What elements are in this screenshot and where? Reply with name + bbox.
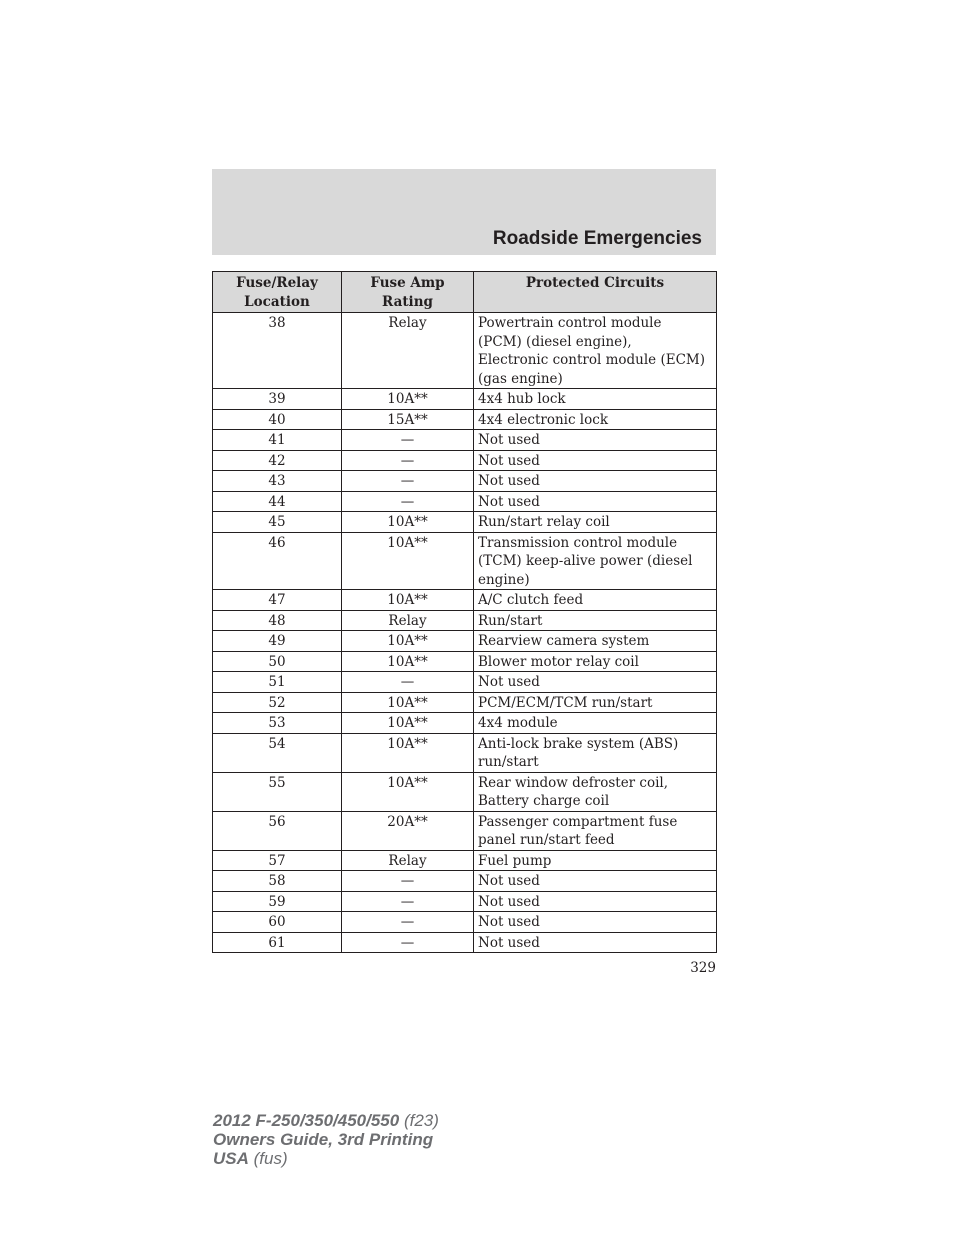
cell-circuit [474, 912, 717, 933]
cell-rating: 20A** [342, 811, 474, 850]
column-header-line: Location [244, 293, 310, 310]
cell-rating: 10A** [342, 651, 474, 672]
cell-rating: — [342, 912, 474, 933]
table-row [213, 512, 717, 533]
table-row [213, 672, 717, 693]
circuit-line: Run/start relay coil [478, 514, 610, 530]
circuit-line: Not used [478, 873, 540, 889]
cell-location: 46 [213, 532, 342, 590]
cell-location: 59 [213, 891, 342, 912]
cell-rating: — [342, 430, 474, 451]
circuit-line: run/start [478, 754, 539, 770]
cell-circuit [474, 871, 717, 892]
circuit-line: Blower motor relay coil [478, 653, 639, 670]
section-title: Roadside Emergencies [492, 228, 702, 249]
column-header-line: Fuse Amp [370, 275, 445, 291]
footer-edition: Owners Guide, 3rd Printing [213, 1130, 434, 1149]
cell-circuit [474, 491, 717, 512]
cell-circuit [474, 389, 717, 410]
circuit-line: PCM/ECM/TCM run/start [478, 694, 653, 711]
column-header-line: Rating [382, 293, 433, 310]
section-header-band [212, 169, 716, 255]
cell-circuit [474, 471, 717, 492]
circuit-line: Not used [478, 914, 540, 930]
cell-location: 42 [213, 450, 342, 471]
cell-location: 51 [213, 672, 342, 693]
cell-rating: 10A** [342, 713, 474, 734]
circuit-line: Transmission control module [478, 534, 678, 551]
fuse-table [212, 271, 717, 953]
cell-circuit [474, 772, 717, 811]
cell-rating: 10A** [342, 389, 474, 410]
cell-location: 40 [213, 409, 342, 430]
cell-circuit [474, 430, 717, 451]
cell-rating: — [342, 491, 474, 512]
column-header-line: Fuse/Relay [236, 275, 318, 291]
circuit-line: Powertrain control module [478, 315, 662, 331]
circuit-line: (TCM) keep-alive power (diesel [478, 553, 693, 569]
column-header-circuits [474, 272, 717, 313]
table-row [213, 651, 717, 672]
circuit-line: Rear window defroster coil, [478, 774, 669, 791]
table-row [213, 932, 717, 953]
cell-rating: 10A** [342, 631, 474, 652]
cell-location: 39 [213, 389, 342, 410]
cell-circuit [474, 850, 717, 871]
cell-circuit [474, 512, 717, 533]
cell-location: 44 [213, 491, 342, 512]
circuit-line: Not used [478, 934, 540, 951]
cell-rating: 10A** [342, 772, 474, 811]
fuse-table-body [213, 313, 717, 953]
cell-rating: 10A** [342, 590, 474, 611]
circuit-line: Not used [478, 493, 540, 510]
table-row [213, 532, 717, 590]
cell-circuit [474, 672, 717, 693]
cell-circuit [474, 450, 717, 471]
table-row [213, 733, 717, 772]
cell-rating: Relay [342, 850, 474, 871]
cell-circuit [474, 713, 717, 734]
table-row [213, 850, 717, 871]
table-row [213, 871, 717, 892]
cell-location: 61 [213, 932, 342, 953]
circuit-line: Not used [478, 452, 540, 469]
table-header-row [213, 272, 717, 313]
cell-rating: — [342, 672, 474, 693]
cell-location: 52 [213, 692, 342, 713]
cell-circuit [474, 313, 717, 389]
table-row [213, 610, 717, 631]
circuit-line: Not used [478, 432, 540, 448]
footer-line-2 [213, 1130, 439, 1149]
circuit-line: Fuel pump [478, 852, 552, 869]
footer-line-1 [213, 1111, 439, 1130]
cell-rating: 10A** [342, 532, 474, 590]
cell-location: 49 [213, 631, 342, 652]
cell-rating: — [342, 450, 474, 471]
cell-rating: 15A** [342, 409, 474, 430]
circuit-line: Rearview camera system [478, 633, 650, 649]
cell-location: 45 [213, 512, 342, 533]
column-header-location [213, 272, 342, 313]
table-row [213, 590, 717, 611]
table-row [213, 313, 717, 389]
circuit-line: Not used [478, 473, 540, 489]
cell-location: 60 [213, 912, 342, 933]
table-row [213, 772, 717, 811]
circuit-line: Not used [478, 674, 540, 690]
table-row [213, 692, 717, 713]
cell-circuit [474, 733, 717, 772]
cell-rating: Relay [342, 313, 474, 389]
table-row [213, 471, 717, 492]
cell-location: 50 [213, 651, 342, 672]
table-row [213, 912, 717, 933]
cell-location: 56 [213, 811, 342, 850]
circuit-line: 4x4 hub lock [478, 391, 566, 407]
table-row [213, 430, 717, 451]
table-row [213, 409, 717, 430]
circuit-line: engine) [478, 571, 530, 588]
cell-location: 57 [213, 850, 342, 871]
circuit-line: Not used [478, 893, 540, 910]
cell-rating: — [342, 871, 474, 892]
cell-location: 55 [213, 772, 342, 811]
circuit-line: Electronic control module (ECM) [478, 352, 705, 368]
cell-circuit [474, 932, 717, 953]
column-header-rating [342, 272, 474, 313]
cell-rating: — [342, 932, 474, 953]
table-row [213, 450, 717, 471]
cell-location: 47 [213, 590, 342, 611]
cell-circuit [474, 631, 717, 652]
footer-line-3 [213, 1149, 439, 1168]
circuit-line: (gas engine) [478, 370, 563, 387]
footer-model: 2012 F-250/350/450/550 [213, 1111, 400, 1130]
cell-rating: Relay [342, 610, 474, 631]
table-row [213, 891, 717, 912]
cell-rating: 10A** [342, 512, 474, 533]
page-number: 329 [690, 960, 716, 976]
cell-circuit [474, 811, 717, 850]
cell-circuit [474, 590, 717, 611]
cell-rating: 10A** [342, 733, 474, 772]
cell-rating: — [342, 891, 474, 912]
circuit-line: panel run/start feed [478, 832, 615, 848]
cell-location: 43 [213, 471, 342, 492]
document-footer [213, 1111, 439, 1168]
circuit-line: A/C clutch feed [478, 592, 584, 608]
cell-rating: — [342, 471, 474, 492]
cell-circuit [474, 532, 717, 590]
circuit-line: Run/start [478, 612, 543, 629]
footer-market: USA [213, 1149, 249, 1168]
footer-model-code: (f23) [403, 1111, 439, 1130]
table-row [213, 389, 717, 410]
cell-location: 54 [213, 733, 342, 772]
cell-rating: 10A** [342, 692, 474, 713]
circuit-line: 4x4 module [478, 715, 558, 731]
cell-location: 48 [213, 610, 342, 631]
circuit-line: (PCM) (diesel engine), [478, 333, 632, 350]
circuit-line: 4x4 electronic lock [478, 411, 608, 428]
cell-location: 58 [213, 871, 342, 892]
footer-market-code: (fus) [253, 1149, 288, 1168]
column-header-line: Protected Circuits [525, 275, 665, 291]
cell-location: 53 [213, 713, 342, 734]
cell-circuit [474, 610, 717, 631]
cell-circuit [474, 651, 717, 672]
cell-circuit [474, 692, 717, 713]
cell-circuit [474, 409, 717, 430]
circuit-line: Anti-lock brake system (ABS) [478, 735, 679, 752]
cell-location: 38 [213, 313, 342, 389]
table-row [213, 491, 717, 512]
cell-location: 41 [213, 430, 342, 451]
table-row [213, 713, 717, 734]
table-row [213, 811, 717, 850]
circuit-line: Battery charge coil [478, 793, 610, 809]
table-row [213, 631, 717, 652]
circuit-line: Passenger compartment fuse [478, 813, 678, 830]
cell-circuit [474, 891, 717, 912]
